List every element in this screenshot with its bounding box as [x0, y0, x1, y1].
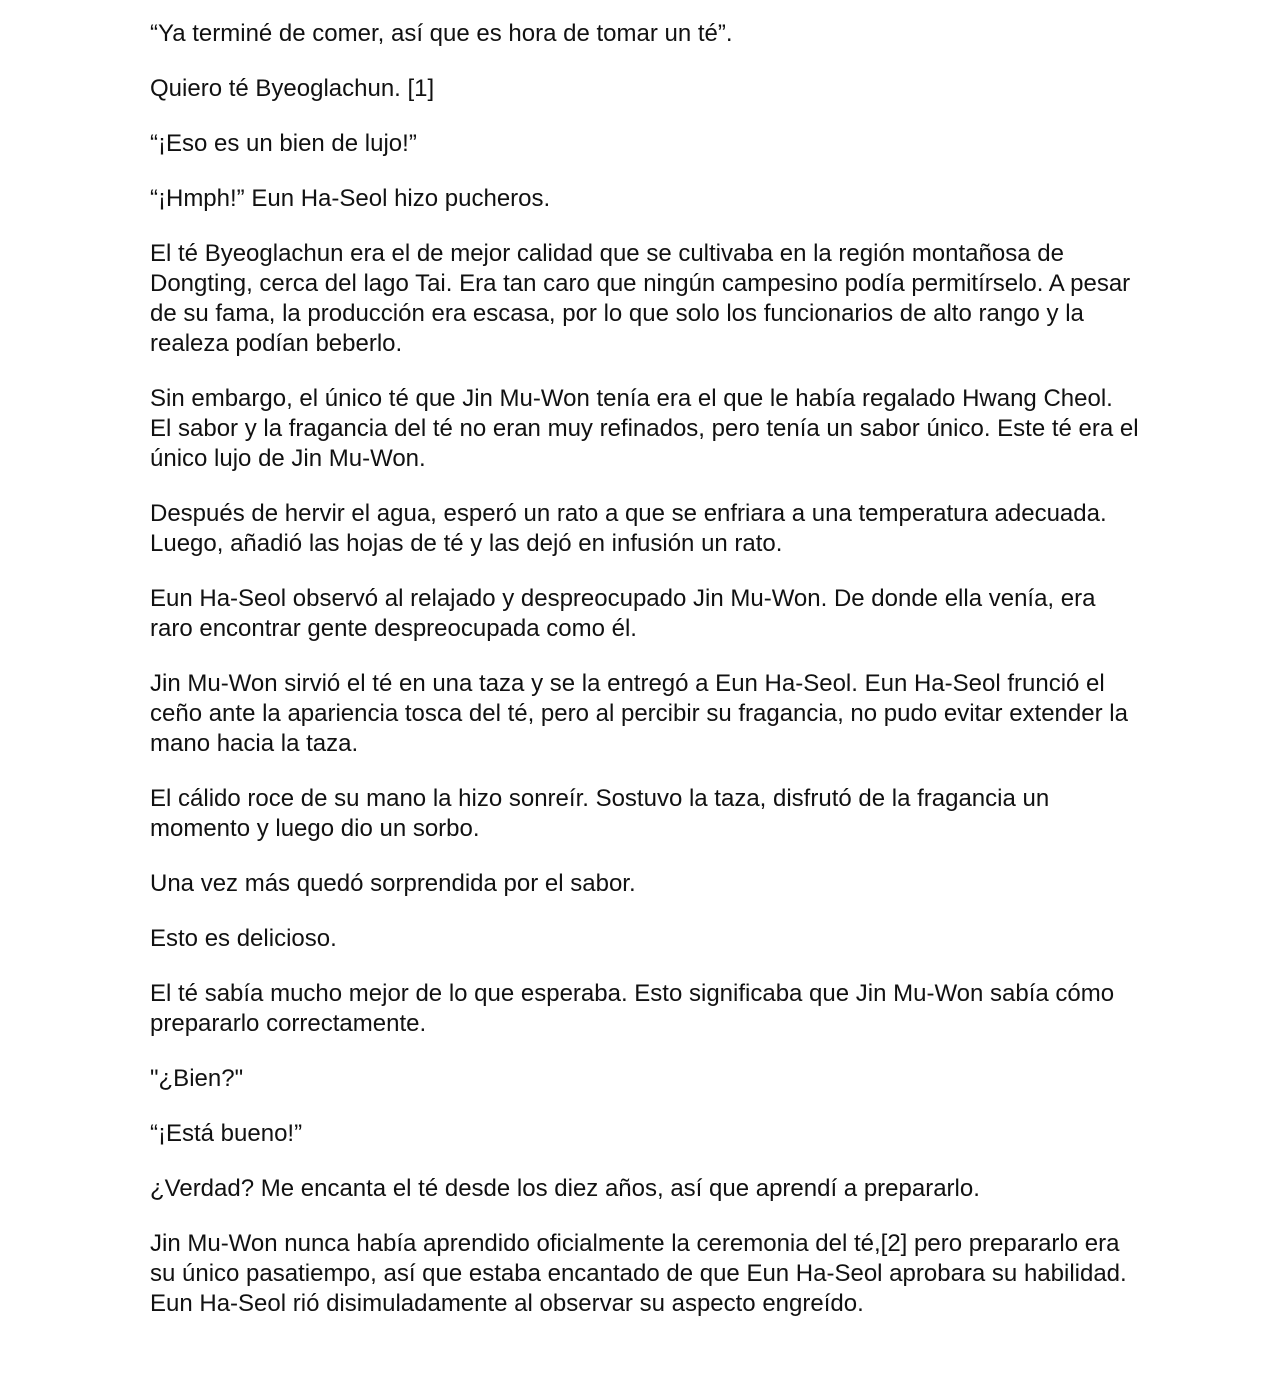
- paragraph: Después de hervir el agua, esperó un rato a que se enfriara a una temperatura adecuada. Luego, añadió las hojas de té y las dejó en infusión un rato.: [150, 500, 1107, 557]
- paragraph: El té Byeoglachun era el de mejor calidad que se cultivaba en la región montañosa de Dongting, cerca del lago Tai. Era tan caro que ningún campesino podía permitírselo. A pesar de su fama, la producción era escasa, por lo que solo los funcionarios de alto rango y la realeza podían beberlo.: [150, 240, 1131, 357]
- paragraph: “¡Hmph!” Eun Ha-Seol hizo pucheros.: [150, 185, 551, 212]
- paragraph: “¡Está bueno!”: [150, 1120, 303, 1147]
- paragraph: "¿Bien?": [150, 1065, 244, 1092]
- paragraph: Una vez más quedó sorprendida por el sabor.: [150, 870, 636, 897]
- paragraph: Eun Ha-Seol observó al relajado y despreocupado Jin Mu-Won. De donde ella venía, era raro encontrar gente despreocupada como él.: [150, 585, 1096, 642]
- paragraph: “Ya terminé de comer, así que es hora de tomar un té”.: [150, 20, 733, 47]
- paragraph: Jin Mu-Won sirvió el té en una taza y se la entregó a Eun Ha-Seol. Eun Ha-Seol frunció el ceño ante la apariencia tosca del té, pero al percibir su fragancia, no pudo evitar extender la mano hacia la taza.: [150, 670, 1128, 757]
- paragraph: Sin embargo, el único té que Jin Mu-Won tenía era el que le había regalado Hwang Cheol. El sabor y la fragancia del té no eran muy refinados, pero tenía un sabor único. Este té era el único lujo de Jin Mu-Won.: [150, 385, 1139, 472]
- paragraph: ¿Verdad? Me encanta el té desde los diez años, así que aprendí a prepararlo.: [150, 1175, 980, 1202]
- paragraph: Jin Mu-Won nunca había aprendido oficialmente la ceremonia del té,[2] pero prepararlo era su único pasatiempo, así que estaba encantado de que Eun Ha-Seol aprobara su habilidad. Eun Ha-Seol rió disimuladamente al observar su aspecto engreído.: [150, 1230, 1127, 1317]
- document-page: [150, 19, 1140, 1344]
- paragraph: El té sabía mucho mejor de lo que esperaba. Esto significaba que Jin Mu-Won sabía cómo prepararlo correctamente.: [150, 980, 1115, 1037]
- paragraph: El cálido roce de su mano la hizo sonreír. Sostuvo la taza, disfrutó de la fragancia un momento y luego dio un sorbo.: [150, 785, 1050, 842]
- paragraph: Esto es delicioso.: [150, 925, 337, 952]
- paragraph: “¡Eso es un bien de lujo!”: [150, 130, 417, 157]
- paragraph: Quiero té Byeoglachun. [1]: [150, 75, 435, 102]
